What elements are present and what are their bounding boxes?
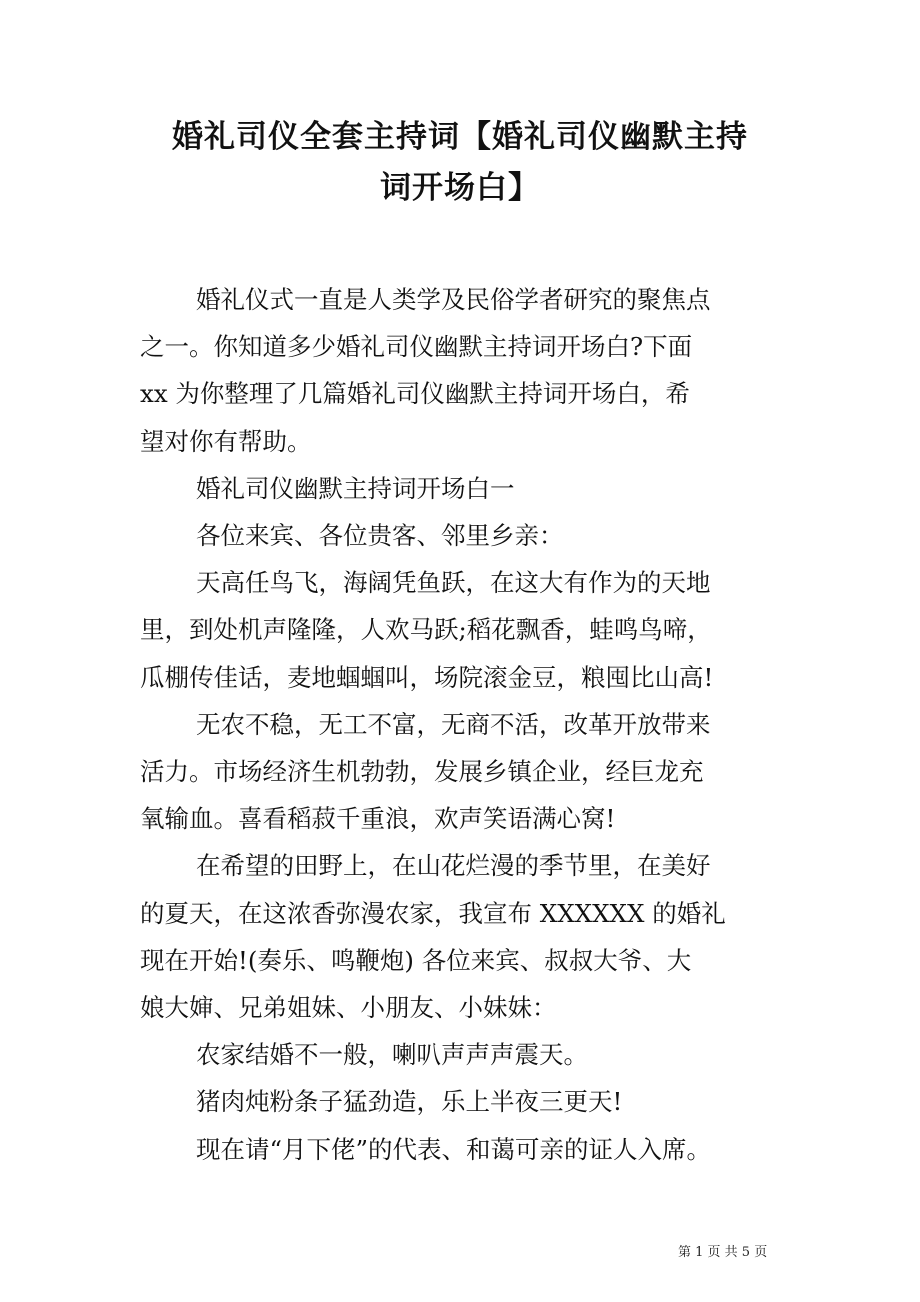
text-line: 望对你有帮助。 <box>140 426 312 456</box>
paragraph <box>140 1031 790 1078</box>
paragraph-greeting <box>140 512 790 559</box>
text-line: 之一。你知道多少婚礼司仪幽默主持词开场白?下面 <box>140 332 693 362</box>
text-line: 各位来宾、各位贵客、邻里乡亲： <box>196 521 564 551</box>
text-line: xx 为你整理了几篇婚礼司仪幽默主持词开场白，希 <box>140 379 690 409</box>
paragraph <box>140 559 790 701</box>
text-line: 现在请“月下佬”的代表、和蔼可亲的证人入席。 <box>196 1134 712 1164</box>
paragraph <box>140 1078 790 1125</box>
paragraph <box>140 842 790 1031</box>
text-line: 现在开始!(奏乐、鸣鞭炮) 各位来宾、叔叔大爷、大 <box>140 945 692 975</box>
text-line: 天高任鸟飞，海阔凭鱼跃，在这大有作为的天地 <box>196 568 711 598</box>
document-body <box>140 276 790 1173</box>
text-line: 的夏天，在这浓香弥漫农家，我宣布 XXXXXX 的婚礼 <box>140 898 726 928</box>
paragraph <box>140 701 790 843</box>
paragraph-intro <box>140 276 790 465</box>
text-line: 瓜棚传佳话，麦地蝈蝈叫，场院滚金豆，粮囤比山高! <box>140 662 714 692</box>
paragraph <box>140 1126 790 1173</box>
text-line: 在希望的田野上，在山花烂漫的季节里，在美好 <box>196 851 711 881</box>
text-line: 娘大婶、兄弟姐妹、小朋友、小妹妹： <box>140 993 557 1023</box>
text-line: 婚礼仪式一直是人类学及民俗学者研究的聚焦点 <box>196 285 711 314</box>
page-number: 第 1 页 共 5 页 <box>678 1245 768 1260</box>
text-line: 活力。市场经济生机勃勃，发展乡镇企业，经巨龙充 <box>140 757 704 787</box>
text-line: 无农不稳，无工不富，无商不活，改革开放带来 <box>196 709 711 739</box>
title-line: 词开场白】 <box>380 170 540 206</box>
title-line: 婚礼司仪全套主持词【婚礼司仪幽默主持 <box>172 119 748 155</box>
text-line: 农家结婚不一般，喇叭声声声震天。 <box>196 1040 588 1070</box>
document-title <box>130 112 790 214</box>
section-heading <box>140 465 790 512</box>
text-line: 氧输血。喜看稻菽千重浪，欢声笑语满心窝! <box>140 804 616 834</box>
text-line: 里，到处机声隆隆，人欢马跃;稻花飘香，蛙鸣鸟啼， <box>140 615 712 645</box>
text-line: 猪肉炖粉条子猛劲造，乐上半夜三更天! <box>196 1087 623 1117</box>
text-line: 婚礼司仪幽默主持词开场白一 <box>196 473 515 503</box>
